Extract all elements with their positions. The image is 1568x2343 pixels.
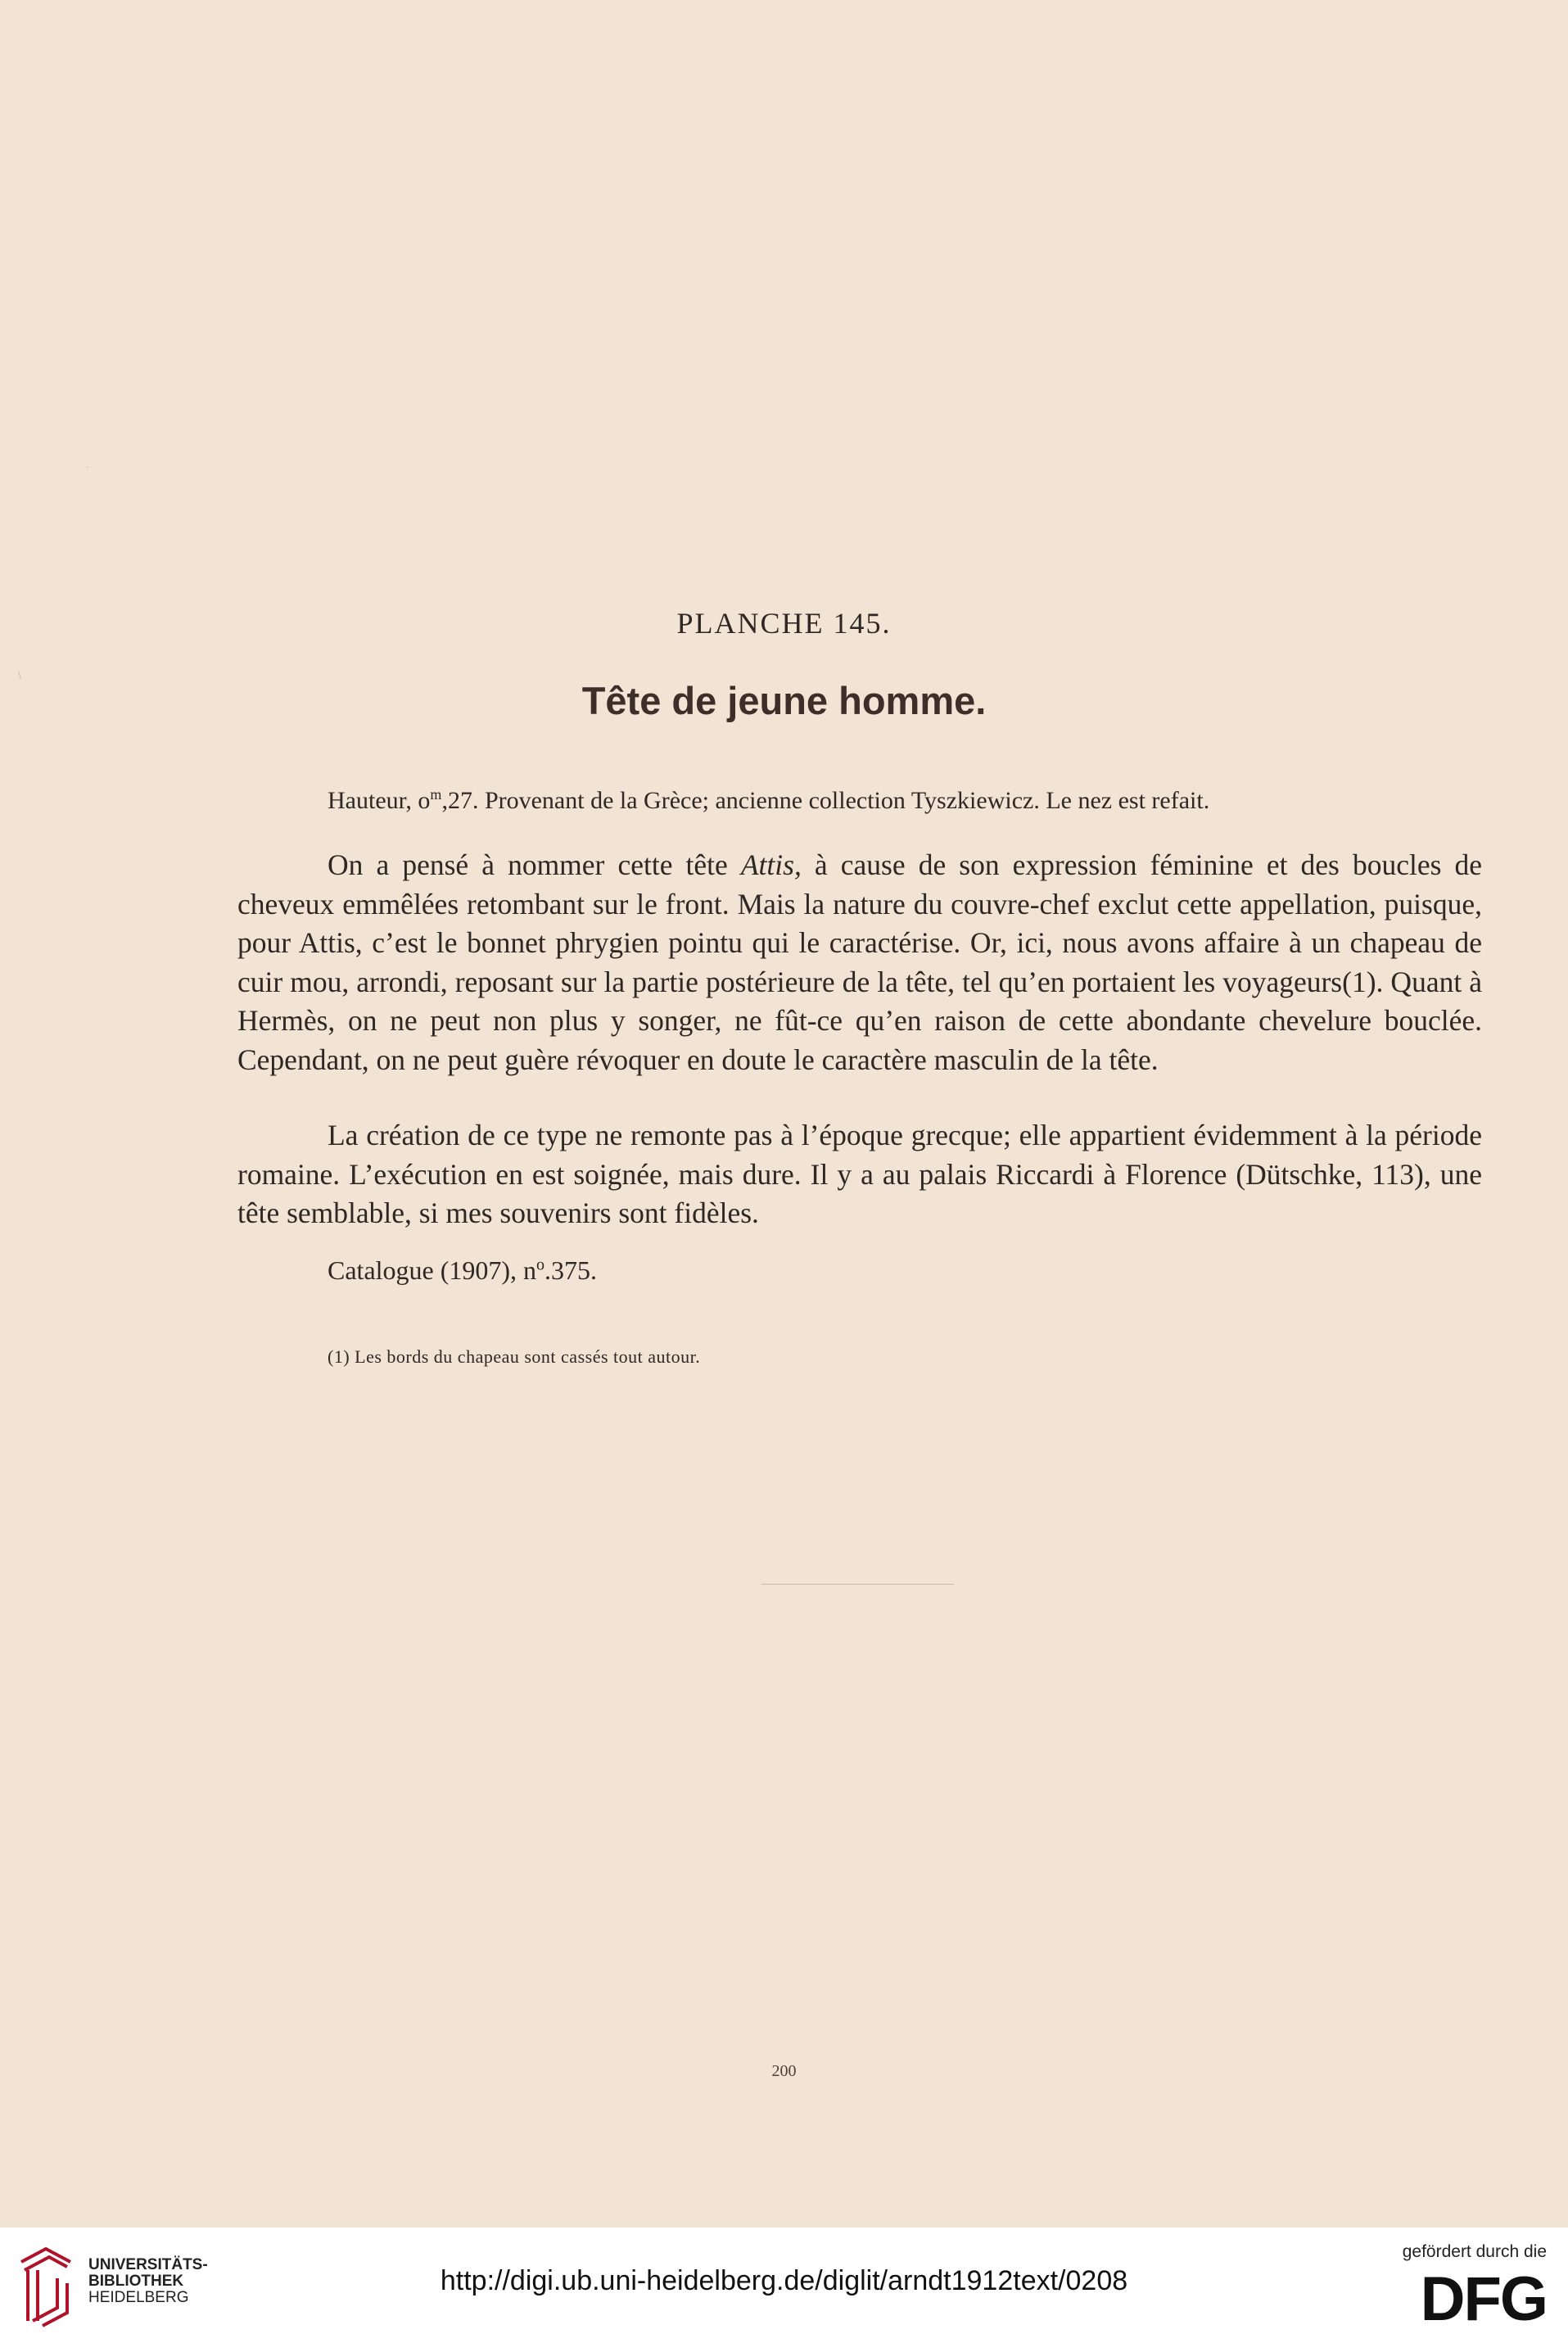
funder-caption: gefördert durch die [1402,2242,1547,2261]
paragraph-2: La création de ce type ne remonte pas à l’époque grecque; elle appartient évidemment à la période romaine. L’exécution en est soignée, mais dure. Il y a au palais Riccardi à Florence (Dütschke, 113), une tête semblable, si mes souvenirs sont fidèles. [237,1119,1482,1229]
paragraph-1: On a pensé à nommer cette tête Attis, à cause de son expression féminine et des boucles de cheveux emmêlées retombant sur le front. Mais la nature du couvre-chef exclut cette appellation, puisque, pour Attis, c’est le bonnet phrygien pointu qui le caractérise. Or, ici, nous avons affaire à un chapeau de cuir mou, arrondi, reposant sur la partie postérieure de la tête, tel qu’en portaient les voyageurs(1). Quant à Hermès, on ne peut non plus y songer, ne fût-ce qu’en raison de cette abondante chevelure bouclée. Cependant, on ne peut guère révoquer en doute le caractère masculin de la tête. [237,848,1482,1076]
plate-number: PLANCHE 145. [676,607,892,640]
attis-italic: Attis, [740,848,802,881]
page-number: 200 [771,2062,797,2080]
dfg-logo: DFG [1420,2264,1547,2334]
footnote: (1) Les bords du chapeau sont cassés tout autour. [328,1346,701,1367]
library-name: UNIVERSITÄTS- BIBLIOTHEK HEIDELBERG [88,2256,208,2306]
dimensions-line: Hauteur, $o^m,27$. Provenant de la Grèce; ancienne collection Tyszkiewicz. Le nez est refait. [328,786,1210,814]
footer-bar [0,2228,1568,2343]
permalink-url[interactable]: http://digi.ub.uni-heidelberg.de/diglit/arndt1912text/0208 [440,2265,1128,2296]
page-title: Tête de jeune homme. [581,679,987,722]
catalogue-reference: Catalogue (1907), $n^o.375$. [328,1255,598,1285]
scan-speck: · [86,464,89,473]
scan-speck: \ [18,670,21,682]
divider [761,1584,954,1585]
